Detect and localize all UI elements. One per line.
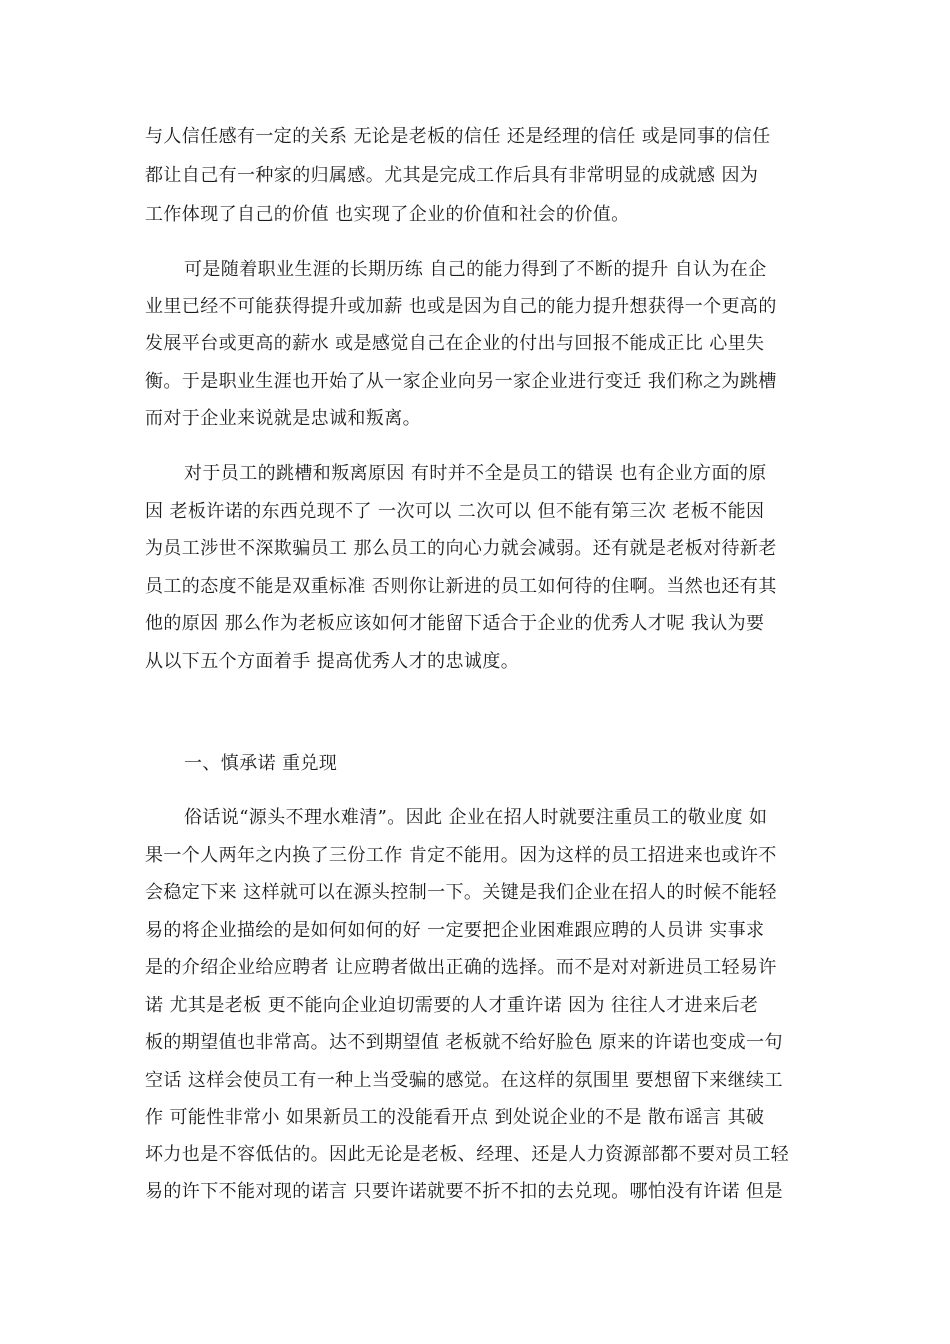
paragraph-4-line-1: 俗话说“源头不理水难清”。因此 企业在招人时就要注重员工的敬业度 如 — [184, 807, 768, 828]
paragraph-2-line-2: 业里已经不可能获得提升或加薪 也或是因为自己的能力提升想获得一个更高的 — [145, 296, 777, 317]
paragraph-4-line-2: 果一个人两年之内换了三份工作 肯定不能用。因为这样的员工招进来也或许不 — [145, 845, 777, 866]
paragraph-4-line-11: 易的许下不能对现的诺言 只要许诺就要不折不扣的去兑现。哪怕没有许诺 但是 — [145, 1181, 783, 1202]
paragraph-4-line-5: 是的介绍企业给应聘者 让应聘者做出正确的选择。而不是对对新进员工轻易许 — [145, 957, 777, 978]
paragraph-4-line-7: 板的期望值也非常高。达不到期望值 老板就不给好脸色 原来的许诺也变成一句 — [145, 1032, 783, 1053]
paragraph-2-line-3: 发展平台或更高的薪水 或是感觉自己在企业的付出与回报不能成正比 心里失 — [145, 333, 765, 354]
paragraph-1-line-1: 与人信任感有一定的关系 无论是老板的信任 还是经理的信任 或是同事的信任 — [145, 126, 771, 147]
paragraph-1-line-2: 都让自己有一种家的归属感。尤其是完成工作后具有非常明显的成就感 因为 — [145, 165, 759, 186]
paragraph-3-line-2: 因 老板许诺的东西兑现不了 一次可以 二次可以 但不能有第三次 老板不能因 — [145, 501, 765, 522]
paragraph-2-line-4: 衡。于是职业生涯也开始了从一家企业向另一家企业进行变迁 我们称之为跳槽 — [145, 371, 777, 392]
paragraph-4-line-4: 易的将企业描绘的是如何如何的好 一定要把企业困难跟应聘的人员讲 实事求 — [145, 920, 765, 941]
paragraph-4-line-6: 诺 尤其是老板 更不能向企业迫切需要的人才重许诺 因为 往往人才进来后老 — [145, 995, 759, 1016]
paragraph-2-line-5: 而对于企业来说就是忠诚和叛离。 — [145, 408, 421, 429]
paragraph-4-line-8: 空话 这样会使员工有一种上当受骗的感觉。在这样的氛围里 要想留下来继续工 — [145, 1070, 783, 1091]
paragraph-3-line-3: 为员工涉世不深欺骗员工 那么员工的向心力就会减弱。还有就是老板对待新老 — [145, 538, 777, 559]
paragraph-3-line-4: 员工的态度不能是双重标准 否则你让新进的员工如何待的住啊。当然也还有其 — [145, 576, 777, 597]
paragraph-3-line-6: 从以下五个方面着手 提高优秀人才的忠诚度。 — [145, 651, 520, 672]
paragraph-4-line-10: 坏力也是不容低估的。因此无论是老板、经理、还是人力资源部都不要对员工轻 — [145, 1144, 789, 1165]
paragraph-3-line-5: 他的原因 那么作为老板应该如何才能留下适合于企业的优秀人才呢 我认为要 — [145, 613, 765, 634]
paragraph-2-line-1: 可是随着职业生涯的长期历练 自己的能力得到了不断的提升 自认为在企 — [184, 259, 767, 280]
section-heading-1: 一、慎承诺 重兑现 — [184, 753, 338, 774]
paragraph-3-line-1: 对于员工的跳槽和叛离原因 有时并不全是员工的错误 也有企业方面的原 — [184, 463, 767, 484]
paragraph-4-line-3: 会稳定下来 这样就可以在源头控制一下。关键是我们企业在招人的时候不能轻 — [145, 882, 777, 903]
paragraph-1-line-3: 工作体现了自己的价值 也实现了企业的价值和社会的价值。 — [145, 204, 630, 225]
paragraph-4-line-9: 作 可能性非常小 如果新员工的没能看开点 到处说企业的不是 散布谣言 其破 — [145, 1107, 765, 1128]
